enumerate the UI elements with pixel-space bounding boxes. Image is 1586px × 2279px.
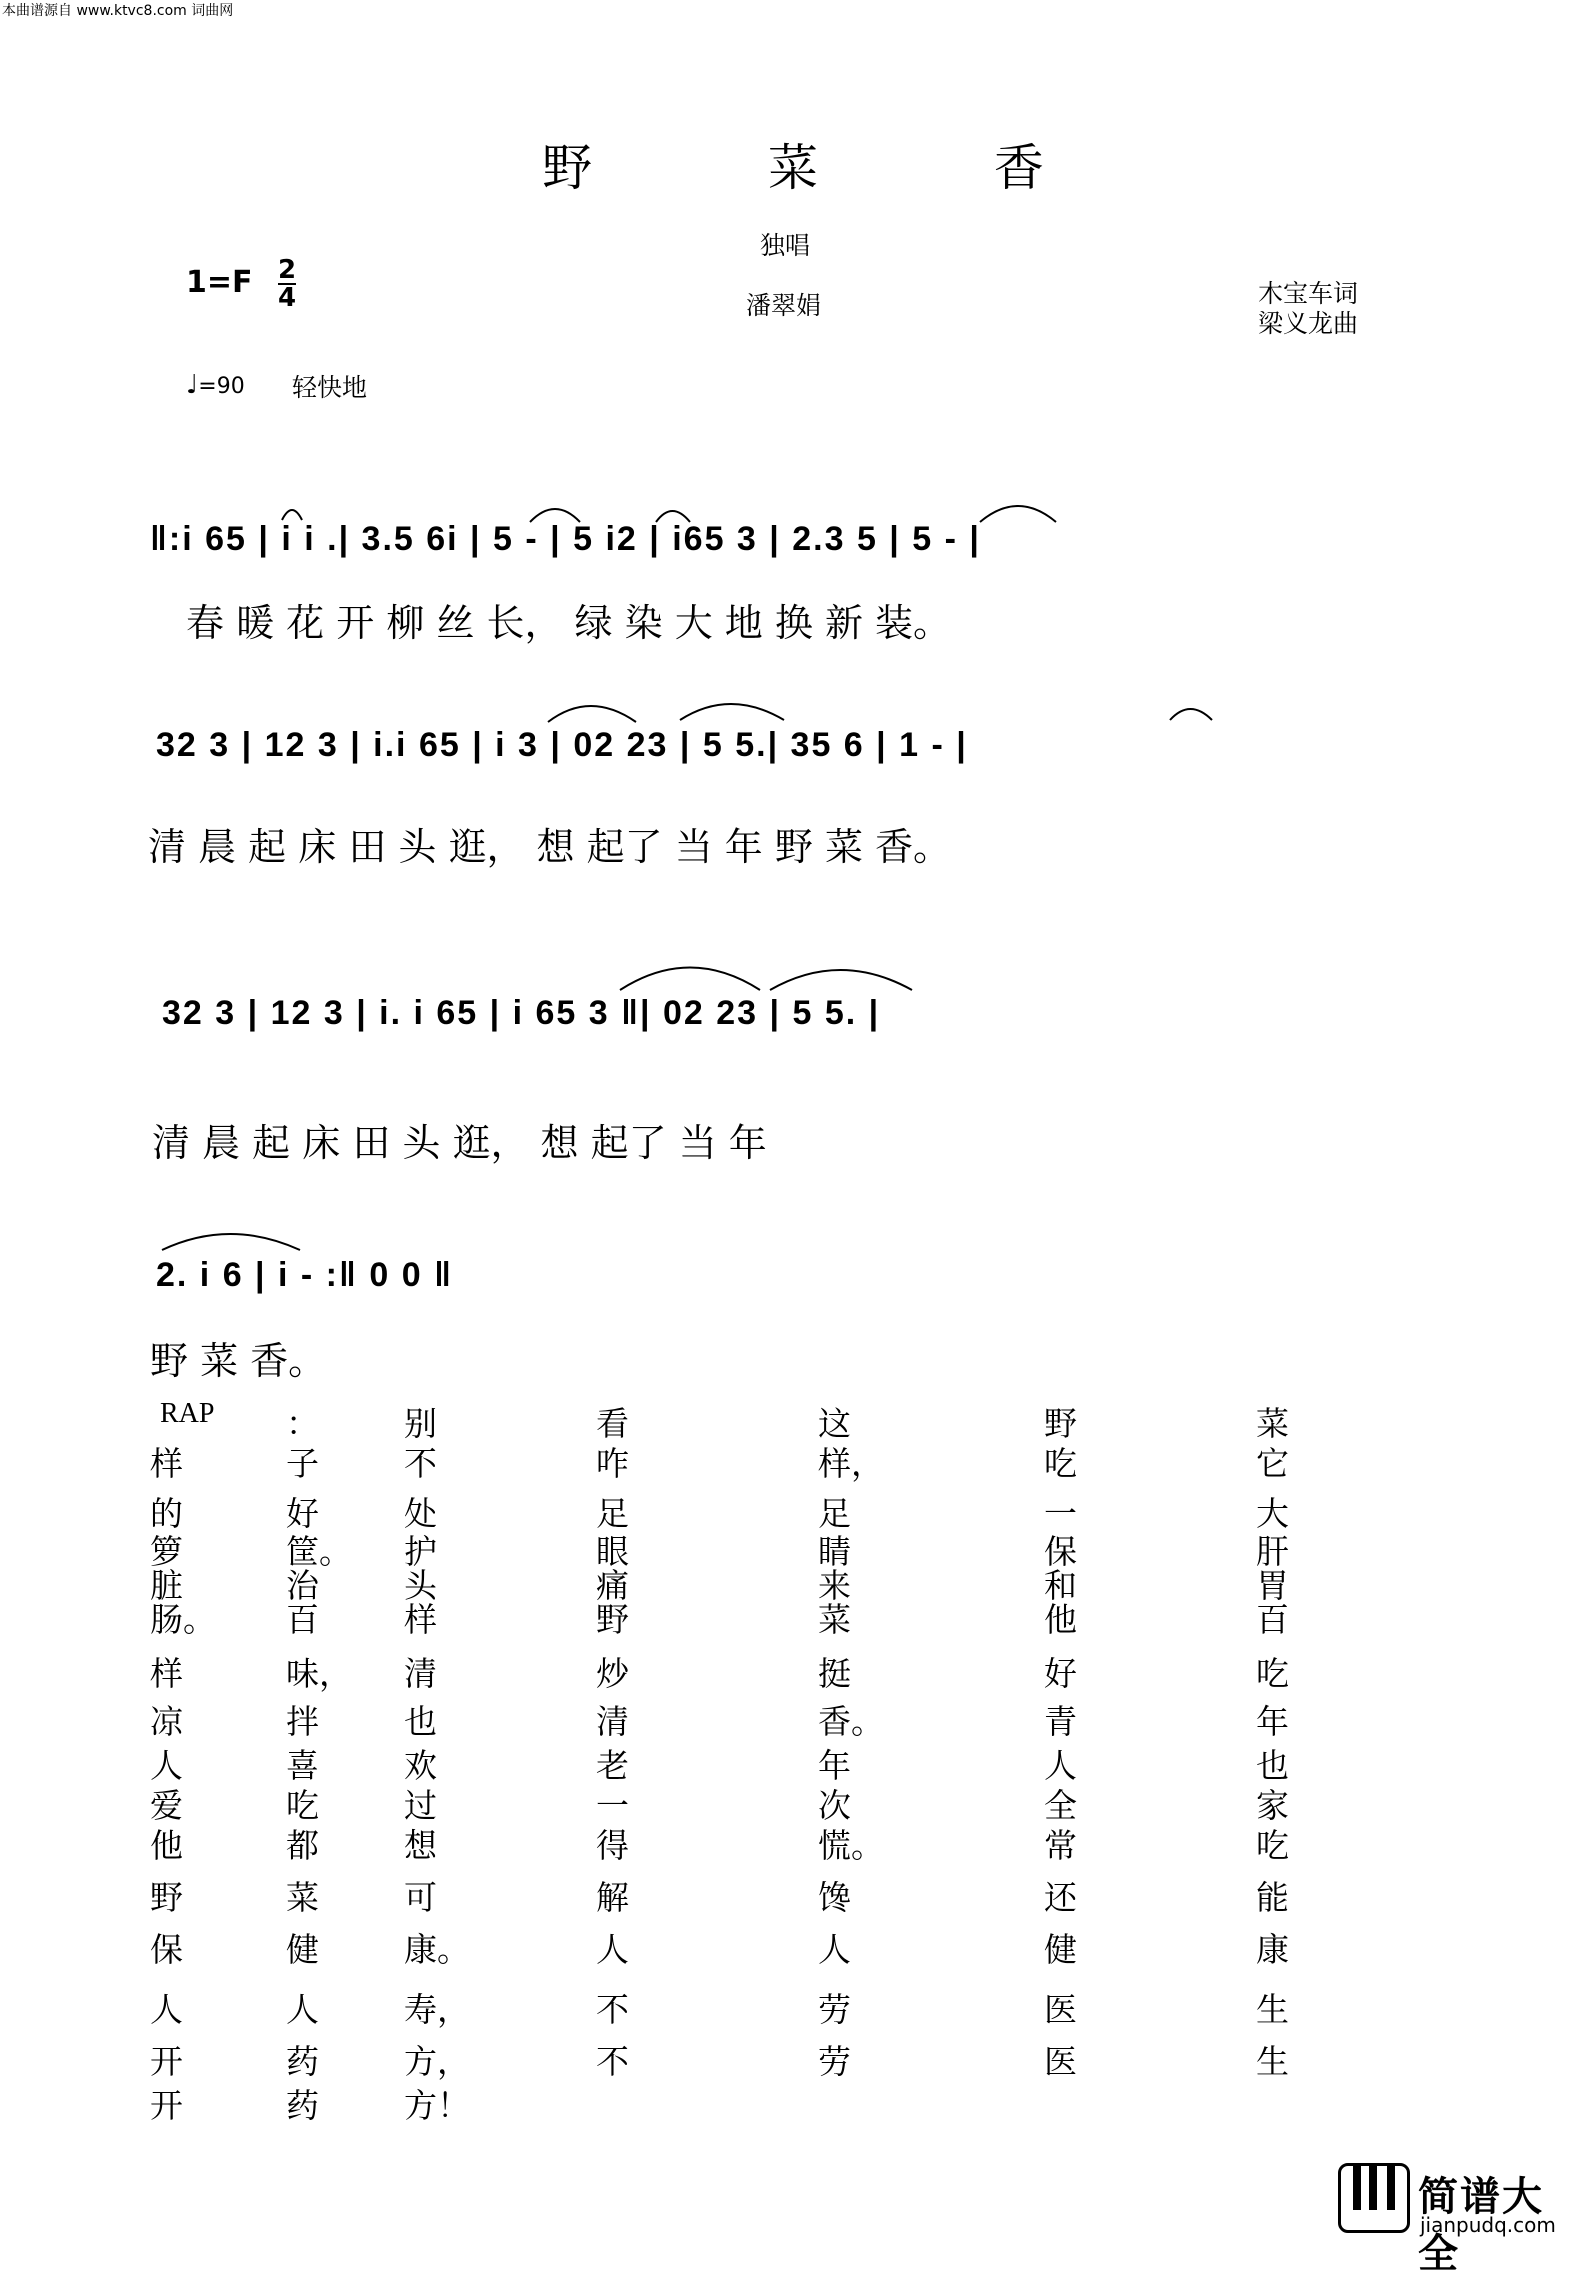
rap-word: 样 [404, 1600, 437, 1639]
rap-word: 清 [404, 1654, 437, 1693]
rap-word: 脏 [150, 1566, 183, 1605]
rap-word: 人 [596, 1930, 629, 1969]
rap-word: 味， [286, 1654, 352, 1693]
rap-word: 慌。 [818, 1826, 884, 1865]
rap-word: 想 [404, 1826, 437, 1865]
rap-word: 咋 [596, 1444, 629, 1483]
rap-word: 吃 [1256, 1654, 1289, 1693]
rap-word: 拌 [286, 1702, 319, 1741]
rap-word: 大 [1256, 1494, 1289, 1533]
rap-word: 百 [1256, 1600, 1289, 1639]
rap-word: 年 [1256, 1702, 1289, 1741]
rap-word: 人 [818, 1930, 851, 1969]
rap-word: 的 [150, 1494, 183, 1533]
quarter-note-icon: ♩ [186, 370, 199, 400]
rap-word: 一 [1044, 1494, 1077, 1533]
rap-word: 开 [150, 2086, 183, 2125]
lyrics-line-1: 春 暖 花 开 柳 丝 长， 绿 染 大 地 换 新 装。 [186, 601, 952, 645]
rap-word: RAP [160, 1398, 215, 1429]
rap-word: 喜 [286, 1746, 319, 1785]
rap-word: 来 [818, 1566, 851, 1605]
rap-word: 炒 [596, 1654, 629, 1693]
rap-word: 康。 [404, 1930, 470, 1969]
rap-word: 头 [404, 1566, 437, 1605]
rap-word: 不 [596, 1990, 629, 2029]
rap-word: 菜 [818, 1600, 851, 1639]
rap-word: 人 [150, 1990, 183, 2029]
key-signature: 1=F [186, 265, 253, 300]
tempo-marking: ♩=90 [186, 370, 245, 400]
rap-word: 欢 [404, 1746, 437, 1785]
watermark-url: jianpudq.com [1420, 2213, 1556, 2237]
rap-word: 野 [596, 1600, 629, 1639]
rap-word: 过 [404, 1786, 437, 1825]
composer-credit: 梁义龙曲 [1258, 309, 1359, 338]
rap-word: 保 [150, 1930, 183, 1969]
rap-word: 肝 [1256, 1532, 1289, 1571]
rap-word: 吃 [1256, 1826, 1289, 1865]
rap-word: 老 [596, 1746, 629, 1785]
rap-word: 挺 [818, 1654, 851, 1693]
rap-word: 全 [1044, 1786, 1077, 1825]
rap-word: 和 [1044, 1566, 1077, 1605]
rap-word: 开 [150, 2042, 183, 2081]
lyrics-line-4: 野 菜 香。 [150, 1339, 327, 1383]
notation-line-1: ‖:i 65 | i i .| 3.5 6i | 5 - | 5 i2 | i65 3 | 2.3 5 | 5 - | [150, 520, 981, 558]
rap-word: 治 [286, 1566, 319, 1605]
rap-word: 他 [1044, 1600, 1077, 1639]
rap-word: 野 [1044, 1404, 1077, 1443]
rap-word: 人 [1044, 1746, 1077, 1785]
rap-word: 菜 [286, 1878, 319, 1917]
rap-word: 筐。 [286, 1532, 352, 1571]
lyricist-credit: 木宝车词 [1258, 279, 1359, 308]
site-watermark [1338, 2163, 1578, 2277]
rap-word: 子 [286, 1444, 319, 1483]
rap-word: 好 [1044, 1654, 1077, 1693]
rap-word: 不 [404, 1444, 437, 1483]
rap-word: 足 [818, 1494, 851, 1533]
rap-word: 年 [818, 1746, 851, 1785]
rap-word: 百 [286, 1600, 319, 1639]
performance-form: 独唱 [760, 231, 811, 260]
rap-word: 药 [286, 2086, 319, 2125]
rap-word: 得 [596, 1826, 629, 1865]
rap-word: 药 [286, 2042, 319, 2081]
rap-word: 能 [1256, 1878, 1289, 1917]
rap-word: 家 [1256, 1786, 1289, 1825]
rap-word: 他 [150, 1826, 183, 1865]
rap-word: 生 [1256, 2042, 1289, 2081]
rap-word: 也 [1256, 1746, 1289, 1785]
piano-icon [1338, 2163, 1410, 2233]
rap-word: 箩 [150, 1532, 183, 1571]
rap-word: 常 [1044, 1826, 1077, 1865]
rap-word: 还 [1044, 1878, 1077, 1917]
rap-word: 眼 [596, 1532, 629, 1571]
rap-word: 好 [286, 1494, 319, 1533]
rap-word: 肠。 [150, 1600, 216, 1639]
rap-word: 解 [596, 1878, 629, 1917]
rap-word: 野 [150, 1878, 183, 1917]
rap-word: 方！ [404, 2086, 470, 2125]
rap-word: 看 [596, 1404, 629, 1443]
rap-word: 吃 [1044, 1444, 1077, 1483]
rap-word: 可 [404, 1878, 437, 1917]
notation-line-4: 2. i 6 | i - :‖ 0 0 ‖ [156, 1256, 453, 1294]
rap-word: 医 [1044, 2042, 1077, 2081]
rap-word: 保 [1044, 1532, 1077, 1571]
rap-word: 劳 [818, 1990, 851, 2029]
rap-word: 都 [286, 1826, 319, 1865]
rap-word: 这 [818, 1404, 851, 1443]
rap-word: 菜 [1256, 1404, 1289, 1443]
rap-word: 清 [596, 1702, 629, 1741]
rap-word: 样 [150, 1444, 183, 1483]
rap-word: 胃 [1256, 1566, 1289, 1605]
rap-word: 次 [818, 1786, 851, 1825]
rap-word: 爱 [150, 1786, 183, 1825]
rap-word: 护 [404, 1532, 437, 1571]
rap-word: 医 [1044, 1990, 1077, 2029]
rap-word: 方， [404, 2042, 470, 2081]
rap-word: 人 [150, 1746, 183, 1785]
rap-word: 香。 [818, 1702, 884, 1741]
watermark-title: 简谱大全 [1418, 2174, 1544, 2277]
rap-word: ： [286, 1404, 319, 1443]
rap-word: 馋 [818, 1878, 851, 1917]
expression-marking: 轻快地 [292, 373, 368, 402]
rap-word: 它 [1256, 1444, 1289, 1483]
rap-word: 不 [596, 2042, 629, 2081]
rap-word: 凉 [150, 1702, 183, 1741]
source-header: 本曲谱源自 www.ktvc8.com 词曲网 [2, 3, 234, 19]
rap-word: 生 [1256, 1990, 1289, 2029]
time-signature: 2 4 [278, 255, 297, 313]
lyrics-line-3: 清 晨 起 床 田 头 逛， 想 起了 当 年 [152, 1121, 767, 1165]
rap-word: 劳 [818, 2042, 851, 2081]
rap-word: 睛 [818, 1532, 851, 1571]
rap-word: 处 [404, 1494, 437, 1533]
notation-line-2: 32 3 | 12 3 | i.i 65 | i 3 | 02 23 | 5 5.| 35 6 | 1 - | [156, 726, 968, 764]
rap-word: 样， [818, 1444, 884, 1483]
rap-word: 青 [1044, 1702, 1077, 1741]
lyrics-line-2: 清 晨 起 床 田 头 逛， 想 起了 当 年 野 菜 香。 [148, 825, 952, 869]
rap-word: 吃 [286, 1786, 319, 1825]
rap-word: 健 [1044, 1930, 1077, 1969]
notation-line-3: 32 3 | 12 3 | i. i 65 | i 65 3 ‖| 02 23 | 5 5. | [162, 994, 881, 1032]
rap-word: 人 [286, 1990, 319, 2029]
rap-word: 足 [596, 1494, 629, 1533]
rap-word: 健 [286, 1930, 319, 1969]
song-title: 野 菜 香 [542, 139, 1124, 197]
rap-word: 寿， [404, 1990, 470, 2029]
rap-word: 一 [596, 1786, 629, 1825]
rap-word: 别 [404, 1404, 437, 1443]
rap-word: 样 [150, 1654, 183, 1693]
rap-word: 痛 [596, 1566, 629, 1605]
rap-word: 康 [1256, 1930, 1289, 1969]
singer-name: 潘翠娟 [746, 291, 822, 320]
rap-word: 也 [404, 1702, 437, 1741]
